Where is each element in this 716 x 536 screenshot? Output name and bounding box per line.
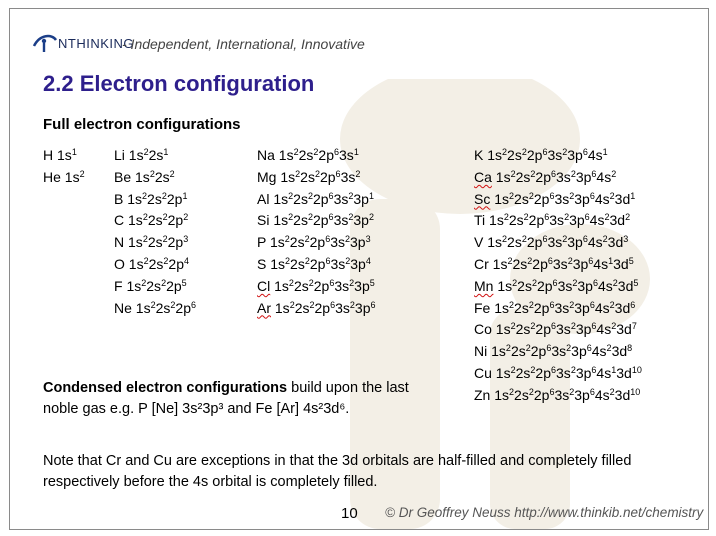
element-config-ti: Ti $1s^22s^22p^63s^23p^64s^23d^2$ — [474, 212, 631, 229]
element-symbol: Na — [257, 147, 275, 163]
element-symbol: Co — [474, 321, 492, 338]
element-symbol: Cl — [257, 277, 271, 294]
element-symbol: Cr — [474, 255, 489, 272]
note-paragraph: Note that Cr and Cu are exceptions in that the 3d orbitals are half-filled and completely filled respectively before the 4s orbital is completely filled. — [43, 453, 632, 490]
section-subtitle: Full electron configurations — [43, 116, 241, 133]
element-symbol: Ne — [114, 299, 132, 316]
element-symbol: Sc — [474, 190, 491, 207]
element-symbol: Be — [114, 168, 132, 185]
element-config-b: B $1s^22s^22p^1$ — [114, 190, 188, 207]
element-symbol: B — [114, 190, 124, 207]
element-config-v: V $1s^22s^22p^63s^23p^64s^23d^3$ — [474, 234, 629, 251]
element-symbol: Ca — [474, 168, 492, 185]
element-symbol: Fe — [474, 299, 491, 316]
element-symbol: K — [474, 147, 484, 163]
element-config-p: P $1s^22s^22p^63s^23p^3$ — [257, 234, 371, 251]
element-config-li: Li $1s^22s^1$ — [114, 147, 169, 163]
element-symbol: Li — [114, 147, 125, 163]
element-config-cu: Cu $1s^22s^22p^63s^23p^64s^13d^{10}$ — [474, 364, 642, 381]
condensed-paragraph — [43, 378, 433, 420]
element-config-c: C $1s^22s^22p^2$ — [114, 212, 189, 229]
page-number: 10 — [341, 505, 358, 522]
element-symbol: N — [114, 234, 125, 251]
element-symbol: V — [474, 234, 484, 251]
element-config-o: O $1s^22s^22p^4$ — [114, 255, 189, 272]
element-config-si: Si $1s^22s^22p^63s^23p^2$ — [257, 212, 374, 229]
element-config-co: Co $1s^22s^22p^63s^23p^64s^23d^7$ — [474, 321, 637, 338]
element-symbol: S — [257, 255, 267, 272]
element-symbol: Cu — [474, 364, 492, 381]
element-symbol: He — [43, 168, 61, 185]
element-symbol: Al — [257, 190, 270, 207]
element-config-na: Na $1s^22s^22p^63s^1$ — [257, 147, 359, 163]
element-config-be: Be $1s^22s^2$ — [114, 168, 175, 185]
slide-title: 2.2 Electron configuration — [43, 71, 315, 96]
element-config-mg: Mg $1s^22s^22p^63s^2$ — [257, 168, 361, 185]
element-config-f: F $1s^22s^22p^5$ — [114, 277, 187, 294]
element-config-fe: Fe $1s^22s^22p^63s^23p^64s^23d^6$ — [474, 299, 636, 316]
logo — [32, 32, 134, 54]
element-symbol: Mg — [257, 168, 277, 185]
condensed-heading: Condensed electron configurations — [43, 380, 288, 396]
element-symbol: C — [114, 212, 125, 229]
config-column-2 — [114, 145, 196, 319]
tagline: - Independent, International, Innovative — [122, 36, 365, 52]
element-config-al: Al $1s^22s^22p^63s^23p^1$ — [257, 190, 374, 207]
element-symbol: F — [114, 277, 123, 294]
config-column-3 — [257, 145, 376, 319]
element-config-sc: Sc $1s^22s^22p^63s^23p^64s^23d^1$ — [474, 190, 636, 207]
element-config-ca: Ca $1s^22s^22p^63s^23p^64s^2$ — [474, 168, 617, 185]
logo-swoosh-icon — [32, 32, 58, 54]
element-symbol: Zn — [474, 386, 491, 403]
slide — [9, 8, 709, 530]
element-config-s: S $1s^22s^22p^63s^23p^4$ — [257, 255, 371, 272]
element-config-cl: Cl $1s^22s^22p^63s^23p^5$ — [257, 277, 375, 294]
condensed-text: build upon the last noble gas e.g. P [Ne] 3s²3p³ and Fe [Ar] 4s²3d⁶. — [43, 380, 409, 417]
element-symbol: Si — [257, 212, 270, 229]
element-symbol: Ar — [257, 299, 271, 316]
element-config-n: N $1s^22s^22p^3$ — [114, 234, 189, 251]
element-config-ni: Ni $1s^22s^22p^63s^23p^64s^23d^8$ — [474, 343, 633, 360]
config-column-4 — [474, 145, 642, 407]
footer-credit: © Dr Geoffrey Neuss http://www.thinkib.net/chemistry — [385, 505, 704, 520]
element-symbol: O — [114, 255, 125, 272]
element-symbol: P — [257, 234, 267, 251]
element-config-ne: Ne $1s^22s^22p^6$ — [114, 299, 197, 316]
element-config-ar: Ar $1s^22s^22p^63s^23p^6$ — [257, 299, 376, 316]
element-symbol: Ni — [474, 343, 488, 360]
element-config-h: H $1s^1$ — [43, 147, 77, 163]
element-config-mn: Mn $1s^22s^22p^63s^23p^64s^23d^5$ — [474, 277, 639, 294]
element-config-he: He $1s^2$ — [43, 168, 85, 185]
element-config-cr: Cr $1s^22s^22p^63s^23p^64s^13d^5$ — [474, 255, 634, 272]
element-config-zn: Zn $1s^22s^22p^63s^23p^64s^23d^{10}$ — [474, 386, 641, 403]
element-symbol: H — [43, 147, 54, 163]
element-symbol: Ti — [474, 212, 486, 229]
element-symbol: Mn — [474, 277, 494, 294]
element-config-k: K $1s^22s^22p^63s^23p^64s^1$ — [474, 147, 608, 163]
config-column-1 — [43, 145, 85, 189]
logo-text: NTHINKING — [58, 35, 134, 51]
